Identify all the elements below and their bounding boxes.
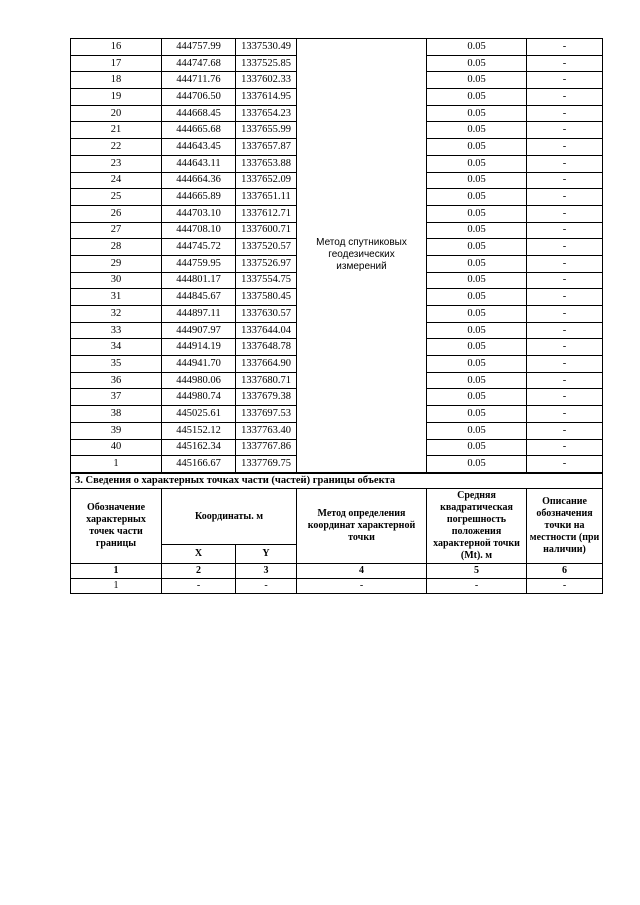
coord-x: 444914.19 <box>162 339 236 356</box>
description-cell: - <box>527 356 603 373</box>
coord-x: 444665.89 <box>162 189 236 206</box>
coord-x: 445166.67 <box>162 456 236 473</box>
mt-cell: 0.05 <box>427 72 527 89</box>
point-number: 1 <box>71 456 162 473</box>
coord-x: 444665.68 <box>162 122 236 139</box>
coord-x: 444747.68 <box>162 55 236 72</box>
point-number: 25 <box>71 189 162 206</box>
header-y: Y <box>236 545 297 564</box>
table-row <box>71 39 603 56</box>
description-cell: - <box>527 422 603 439</box>
method-cell: Метод спутниковых геодезических измерений <box>297 39 427 473</box>
description-cell: - <box>527 272 603 289</box>
coord-y: 1337664.90 <box>236 356 297 373</box>
coord-x: 444980.06 <box>162 372 236 389</box>
coord-y: 1337680.71 <box>236 372 297 389</box>
column-numbers-row <box>71 564 603 579</box>
header-x: X <box>162 545 236 564</box>
coord-y: 1337653.88 <box>236 155 297 172</box>
coord-x: 445152.12 <box>162 422 236 439</box>
coord-y: 1337679.38 <box>236 389 297 406</box>
description-cell: - <box>527 289 603 306</box>
point-number: 33 <box>71 322 162 339</box>
header-coordinates: Координаты. м <box>162 489 297 545</box>
coord-x: 444941.70 <box>162 356 236 373</box>
description-cell: - <box>527 72 603 89</box>
point-number: 32 <box>71 306 162 323</box>
coord-x: 444668.45 <box>162 105 236 122</box>
coord-y: 1337651.11 <box>236 189 297 206</box>
description-cell: - <box>527 189 603 206</box>
coord-x: 444897.11 <box>162 306 236 323</box>
point-number: 20 <box>71 105 162 122</box>
coord-x: 444757.99 <box>162 39 236 56</box>
coord-x: - <box>162 579 236 594</box>
coord-y: 1337530.49 <box>236 39 297 56</box>
coord-x: 444801.17 <box>162 272 236 289</box>
coord-y: 1337763.40 <box>236 422 297 439</box>
mt-cell: 0.05 <box>427 55 527 72</box>
point-number: 39 <box>71 422 162 439</box>
description-cell: - <box>527 139 603 156</box>
coord-y: 1337654.23 <box>236 105 297 122</box>
mt-cell: 0.05 <box>427 456 527 473</box>
coord-x: 444664.36 <box>162 172 236 189</box>
coord-y: 1337520.57 <box>236 239 297 256</box>
mt-cell: 0.05 <box>427 255 527 272</box>
header-designation: Обозначение характерных точек части границы <box>71 489 162 564</box>
section3-table <box>70 473 603 594</box>
point-number: 28 <box>71 239 162 256</box>
header-description: Описание обозначения точки на местности (при наличии) <box>527 489 603 564</box>
mt-cell: 0.05 <box>427 339 527 356</box>
column-number: 5 <box>427 564 527 579</box>
coord-x: 444759.95 <box>162 255 236 272</box>
coord-x: 444711.76 <box>162 72 236 89</box>
coord-y: 1337767.86 <box>236 439 297 456</box>
coord-y: 1337648.78 <box>236 339 297 356</box>
coord-y: 1337652.09 <box>236 172 297 189</box>
mt-cell: 0.05 <box>427 272 527 289</box>
point-number: 18 <box>71 72 162 89</box>
coord-x: 444980.74 <box>162 389 236 406</box>
description-cell: - <box>527 172 603 189</box>
mt-cell: 0.05 <box>427 406 527 423</box>
column-number: 3 <box>236 564 297 579</box>
coord-x: 444845.67 <box>162 289 236 306</box>
mt-cell: 0.05 <box>427 39 527 56</box>
description-cell: - <box>527 372 603 389</box>
point-number: 31 <box>71 289 162 306</box>
point-number: 21 <box>71 122 162 139</box>
coord-y: 1337644.04 <box>236 322 297 339</box>
coord-y: 1337580.45 <box>236 289 297 306</box>
coord-x: 445162.34 <box>162 439 236 456</box>
point-number: 34 <box>71 339 162 356</box>
mt-cell: 0.05 <box>427 222 527 239</box>
mt-cell: 0.05 <box>427 422 527 439</box>
description-cell: - <box>527 406 603 423</box>
point-number: 29 <box>71 255 162 272</box>
coord-y: 1337525.85 <box>236 55 297 72</box>
point-number: 27 <box>71 222 162 239</box>
mt-cell: 0.05 <box>427 205 527 222</box>
description-cell: - <box>527 122 603 139</box>
point-number: 24 <box>71 172 162 189</box>
description-cell: - <box>527 39 603 56</box>
description-cell: - <box>527 579 603 594</box>
mt-cell: 0.05 <box>427 239 527 256</box>
coord-y: 1337526.97 <box>236 255 297 272</box>
point-number: 17 <box>71 55 162 72</box>
description-cell: - <box>527 306 603 323</box>
point-number: 30 <box>71 272 162 289</box>
coord-y: 1337600.71 <box>236 222 297 239</box>
description-cell: - <box>527 389 603 406</box>
point-number: 22 <box>71 139 162 156</box>
coord-x: 445025.61 <box>162 406 236 423</box>
coord-y: 1337554.75 <box>236 272 297 289</box>
description-cell: - <box>527 55 603 72</box>
point-number: 1 <box>71 579 162 594</box>
mt-cell: 0.05 <box>427 389 527 406</box>
mt-cell: 0.05 <box>427 306 527 323</box>
mt-cell: 0.05 <box>427 105 527 122</box>
description-cell: - <box>527 322 603 339</box>
mt-cell: - <box>427 579 527 594</box>
coord-y: 1337655.99 <box>236 122 297 139</box>
header-mt: Средняя квадратическая погрешность положения характерной точки (Mt). м <box>427 489 527 564</box>
description-cell: - <box>527 155 603 172</box>
point-number: 23 <box>71 155 162 172</box>
coord-x: 444643.11 <box>162 155 236 172</box>
coord-y: 1337657.87 <box>236 139 297 156</box>
point-number: 16 <box>71 39 162 56</box>
mt-cell: 0.05 <box>427 139 527 156</box>
description-cell: - <box>527 222 603 239</box>
header-method: Метод определения координат характерной точки <box>297 489 427 564</box>
coord-y: 1337769.75 <box>236 456 297 473</box>
point-number: 37 <box>71 389 162 406</box>
coord-y: 1337697.53 <box>236 406 297 423</box>
column-number: 6 <box>527 564 603 579</box>
mt-cell: 0.05 <box>427 289 527 306</box>
coord-y: 1337614.95 <box>236 89 297 106</box>
point-number: 40 <box>71 439 162 456</box>
coord-x: 444708.10 <box>162 222 236 239</box>
coord-x: 444703.10 <box>162 205 236 222</box>
column-number: 4 <box>297 564 427 579</box>
coord-x: 444745.72 <box>162 239 236 256</box>
mt-cell: 0.05 <box>427 122 527 139</box>
points-table <box>70 38 603 473</box>
table-row <box>71 579 603 594</box>
description-cell: - <box>527 105 603 122</box>
point-number: 26 <box>71 205 162 222</box>
mt-cell: 0.05 <box>427 172 527 189</box>
description-cell: - <box>527 205 603 222</box>
point-number: 35 <box>71 356 162 373</box>
column-number: 1 <box>71 564 162 579</box>
column-number: 2 <box>162 564 236 579</box>
method-cell: - <box>297 579 427 594</box>
point-number: 19 <box>71 89 162 106</box>
coord-x: 444643.45 <box>162 139 236 156</box>
coord-y: - <box>236 579 297 594</box>
description-cell: - <box>527 456 603 473</box>
mt-cell: 0.05 <box>427 439 527 456</box>
mt-cell: 0.05 <box>427 155 527 172</box>
coord-y: 1337602.33 <box>236 72 297 89</box>
description-cell: - <box>527 239 603 256</box>
point-number: 38 <box>71 406 162 423</box>
mt-cell: 0.05 <box>427 372 527 389</box>
description-cell: - <box>527 439 603 456</box>
coord-y: 1337630.57 <box>236 306 297 323</box>
mt-cell: 0.05 <box>427 322 527 339</box>
point-number: 36 <box>71 372 162 389</box>
coord-y: 1337612.71 <box>236 205 297 222</box>
mt-cell: 0.05 <box>427 89 527 106</box>
coord-x: 444706.50 <box>162 89 236 106</box>
mt-cell: 0.05 <box>427 189 527 206</box>
coord-x: 444907.97 <box>162 322 236 339</box>
description-cell: - <box>527 89 603 106</box>
description-cell: - <box>527 339 603 356</box>
description-cell: - <box>527 255 603 272</box>
section3-title: 3. Сведения о характерных точках части (частей) границы объекта <box>71 474 603 489</box>
mt-cell: 0.05 <box>427 356 527 373</box>
